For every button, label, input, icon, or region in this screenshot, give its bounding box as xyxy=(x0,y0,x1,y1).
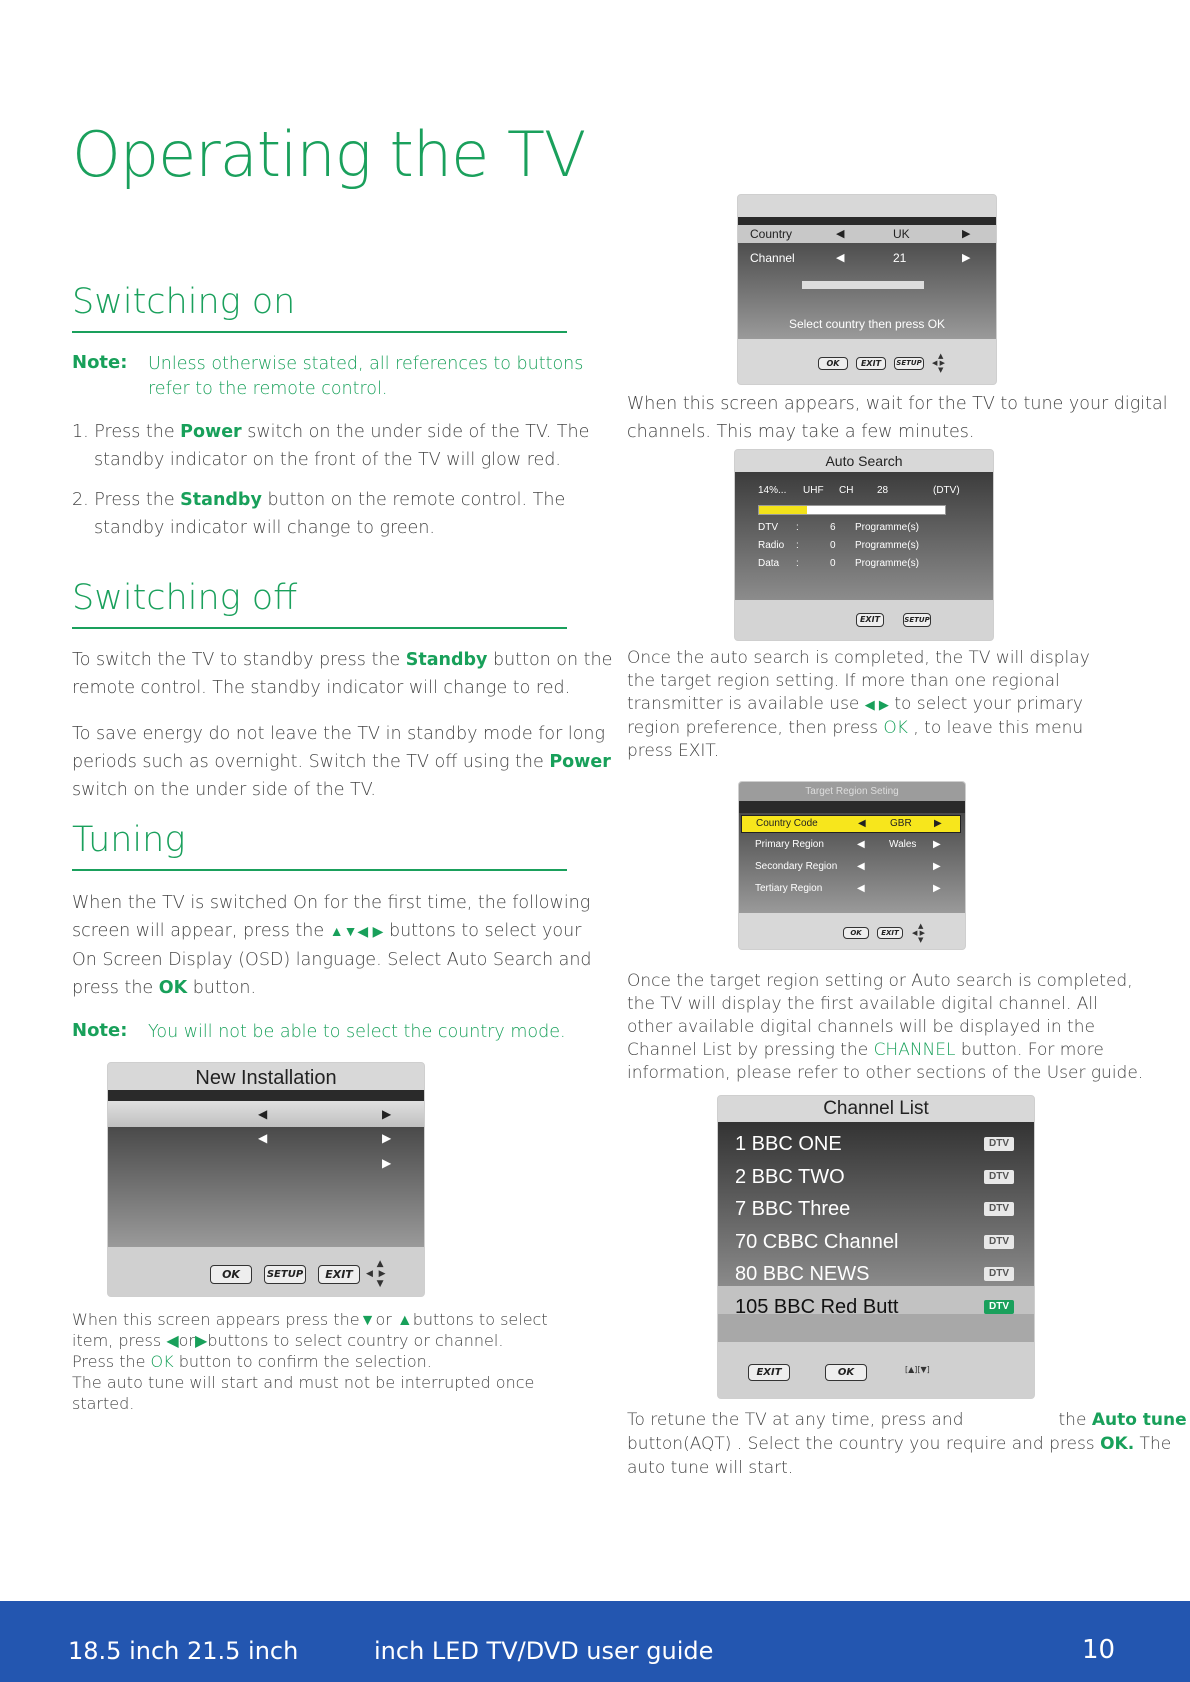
left-arrow-icon: ◀ xyxy=(836,227,845,240)
divider xyxy=(72,627,567,629)
row-label: Radio xyxy=(758,540,785,551)
prompt-text: Select country then press OK xyxy=(788,317,946,331)
dpad-icon: ▲ ◀ ▶ ▼ xyxy=(932,352,945,374)
region-row[interactable] xyxy=(741,881,961,899)
channel-name: 2 BBC TWO xyxy=(735,1165,845,1188)
region-label: Secondary Region xyxy=(755,861,838,872)
paragraph: To switch the TV to standby press the Standby button on the remote control. The standby indicator will change to red. xyxy=(72,650,613,698)
region-row[interactable] xyxy=(741,859,961,877)
divider xyxy=(72,331,567,333)
region-label: Primary Region xyxy=(755,839,824,850)
dpad-icon: ▲ ◀ ▶ ▼ xyxy=(366,1259,386,1289)
ok-button[interactable]: OK xyxy=(843,927,869,939)
dtv-badge: DTV xyxy=(984,1137,1014,1151)
screen-title: Target Region Seting xyxy=(739,782,965,801)
right-arrow-icon: ▶ xyxy=(934,818,942,829)
paragraph: When the TV is switched On for the first time, the following screen will appear, press the ▲▼◀ ▶ buttons to select your On Screen Display (OSD) language. Select Auto Search and press the OK button. xyxy=(72,893,592,998)
ok-button[interactable]: OK xyxy=(210,1265,252,1284)
progress-text: 14%... xyxy=(758,485,787,496)
right-arrow-icon: ▶ xyxy=(962,251,971,264)
right-arrow-icon: ▶ xyxy=(933,839,941,850)
region-value: GBR xyxy=(890,818,912,829)
left-arrow-icon: ◀ xyxy=(836,251,845,264)
ch-label: CH xyxy=(839,485,854,496)
note-text: You will not be able to select the country mode. xyxy=(148,1022,566,1042)
note-label: Note: xyxy=(72,1020,128,1041)
new-installation-caption: When this screen appears press the▼or ▲buttons to select item, press ◀or▶buttons to select country or channel. Press the OK button to confirm the selection. The auto tune will start and must not be interrupted once started. xyxy=(72,1310,548,1413)
setup-button[interactable]: SETUP xyxy=(264,1265,306,1284)
left-arrow-icon: ◀ xyxy=(857,883,865,894)
region-row[interactable] xyxy=(741,837,961,855)
dtv-badge: DTV xyxy=(984,1235,1014,1249)
dtv-badge: DTV xyxy=(984,1170,1014,1184)
channel-label: Channel xyxy=(750,251,795,265)
exit-button[interactable]: EXIT xyxy=(856,613,884,627)
dtv-badge: DTV xyxy=(984,1202,1014,1216)
exit-button[interactable]: EXIT xyxy=(877,927,903,939)
target-region-caption: Once the target region setting or Auto search is completed, the TV will display the first available digital channel. All other available digital channels will be displayed in the Channel List by pressing the CHANNEL button. For more information, please refer to other sections of the User guide. xyxy=(627,971,1144,1083)
right-arrow-icon: ▶ xyxy=(933,861,941,872)
right-arrow-icon: ▶ xyxy=(933,883,941,894)
setup-button[interactable]: SETUP xyxy=(894,357,924,370)
exit-button[interactable]: EXIT xyxy=(318,1265,360,1284)
country-screen xyxy=(737,194,997,385)
footer-model: 18.5 inch 21.5 inch xyxy=(68,1637,299,1665)
right-arrow-icon: ▶ xyxy=(382,1107,392,1121)
dtv-badge: DTV xyxy=(984,1300,1014,1314)
auto-search-caption: Once the auto search is completed, the TV will display the target region setting. If more than one regional transmitter is available use ◀ ▶ to select your primary region preference, then press OK , to leave this menu press EXIT. xyxy=(627,648,1090,761)
left-arrow-icon: ◀ xyxy=(857,861,865,872)
country-caption: When this screen appears, wait for the TV to tune your digital channels. This may take a few minutes. xyxy=(627,394,1168,442)
row-separator: : xyxy=(796,540,799,551)
channel-row[interactable] xyxy=(718,1226,1034,1258)
mode-text: (DTV) xyxy=(933,485,960,496)
divider xyxy=(72,869,567,871)
list-item: 1. Press the Power switch on the under side of the TV. The standby indicator on the front of the TV will glow red. xyxy=(72,422,590,470)
heading-switching-off: Switching off xyxy=(72,578,298,618)
page-number: 10 xyxy=(1082,1635,1116,1665)
channel-name: 70 CBBC Channel xyxy=(735,1230,899,1253)
up-down-icon: [▲][▼] xyxy=(905,1365,930,1374)
channel-value[interactable]: 21 xyxy=(893,251,907,265)
channel-name: 80 BBC NEWS xyxy=(735,1263,870,1285)
channel-row[interactable] xyxy=(718,1128,1034,1160)
left-arrow-icon: ◀ xyxy=(258,1107,268,1121)
row-unit: Programme(s) xyxy=(855,540,919,551)
row-label: DTV xyxy=(758,522,778,533)
region-value: Wales xyxy=(889,839,917,850)
row-count: 0 xyxy=(830,540,836,551)
channel-row[interactable] xyxy=(718,1258,1034,1290)
exit-button[interactable]: EXIT xyxy=(748,1364,790,1381)
page-title: Operating the TV xyxy=(72,118,586,191)
footer-bar xyxy=(0,1601,1190,1682)
note-text: Unless otherwise stated, all references to buttons refer to the remote control. xyxy=(148,354,584,399)
exit-button[interactable]: EXIT xyxy=(856,357,886,370)
ok-button[interactable]: OK xyxy=(818,357,848,370)
heading-switching-on: Switching on xyxy=(72,282,296,322)
row-separator: : xyxy=(796,558,799,569)
dtv-badge: DTV xyxy=(984,1267,1014,1281)
left-arrow-icon: ◀ xyxy=(858,818,866,829)
row-separator: : xyxy=(796,522,799,533)
auto-search-screen xyxy=(734,449,994,641)
paragraph: To save energy do not leave the TV in standby mode for long periods such as overnight. Switch the TV off using the Power switch on the under side of the TV. xyxy=(72,724,611,800)
country-value[interactable]: UK xyxy=(893,227,910,241)
screen-title: Channel List xyxy=(718,1096,1034,1122)
region-label: Country Code xyxy=(756,818,818,829)
region-label: Tertiary Region xyxy=(755,883,823,894)
screen-title: Auto Search xyxy=(735,450,993,472)
row-unit: Programme(s) xyxy=(855,558,919,569)
row-label: Data xyxy=(758,558,780,569)
setup-button[interactable]: SETUP xyxy=(903,613,931,627)
note-label: Note: xyxy=(72,352,128,373)
channel-name: 105 BBC Red Butt xyxy=(735,1295,899,1318)
progress-bar xyxy=(802,281,924,289)
right-arrow-icon: ▶ xyxy=(382,1156,392,1170)
target-region-screen xyxy=(738,781,966,950)
country-label: Country xyxy=(750,227,793,241)
region-row[interactable] xyxy=(741,815,961,833)
right-arrow-icon: ▶ xyxy=(382,1131,392,1145)
footer-guide-title: inch LED TV/DVD user guide xyxy=(374,1637,714,1665)
new-installation-screen xyxy=(107,1062,425,1297)
channel-list-screen xyxy=(717,1095,1035,1399)
channel-name: 1 BBC ONE xyxy=(735,1133,842,1155)
ok-button[interactable]: OK xyxy=(825,1364,867,1381)
row-count: 6 xyxy=(830,522,836,533)
row-unit: Programme(s) xyxy=(855,522,919,533)
right-arrow-icon: ▶ xyxy=(962,227,971,240)
screen-title: New Installation xyxy=(108,1063,424,1090)
channel-row[interactable] xyxy=(718,1291,1034,1323)
row-count: 0 xyxy=(830,558,836,569)
channel-row[interactable] xyxy=(718,1161,1034,1193)
ch-value: 28 xyxy=(877,485,889,496)
left-arrow-icon: ◀ xyxy=(857,839,865,850)
retune-paragraph: To retune the TV at any time, press and the Auto tune button(AQT) . Select the country you require and press OK. The auto tune will start. xyxy=(627,1410,1187,1478)
band-text: UHF xyxy=(803,485,824,496)
heading-tuning: Tuning xyxy=(72,820,186,860)
left-arrow-icon: ◀ xyxy=(258,1131,268,1145)
channel-name: 7 BBC Three xyxy=(735,1198,851,1220)
list-item: 2. Press the Standby button on the remote control. The standby indicator will change to green. xyxy=(72,490,566,538)
search-progress-track xyxy=(758,505,946,515)
dpad-icon: ▲ ◀ ▶ ▼ xyxy=(912,922,925,944)
search-progress-fill xyxy=(759,506,807,514)
channel-row[interactable] xyxy=(718,1193,1034,1225)
